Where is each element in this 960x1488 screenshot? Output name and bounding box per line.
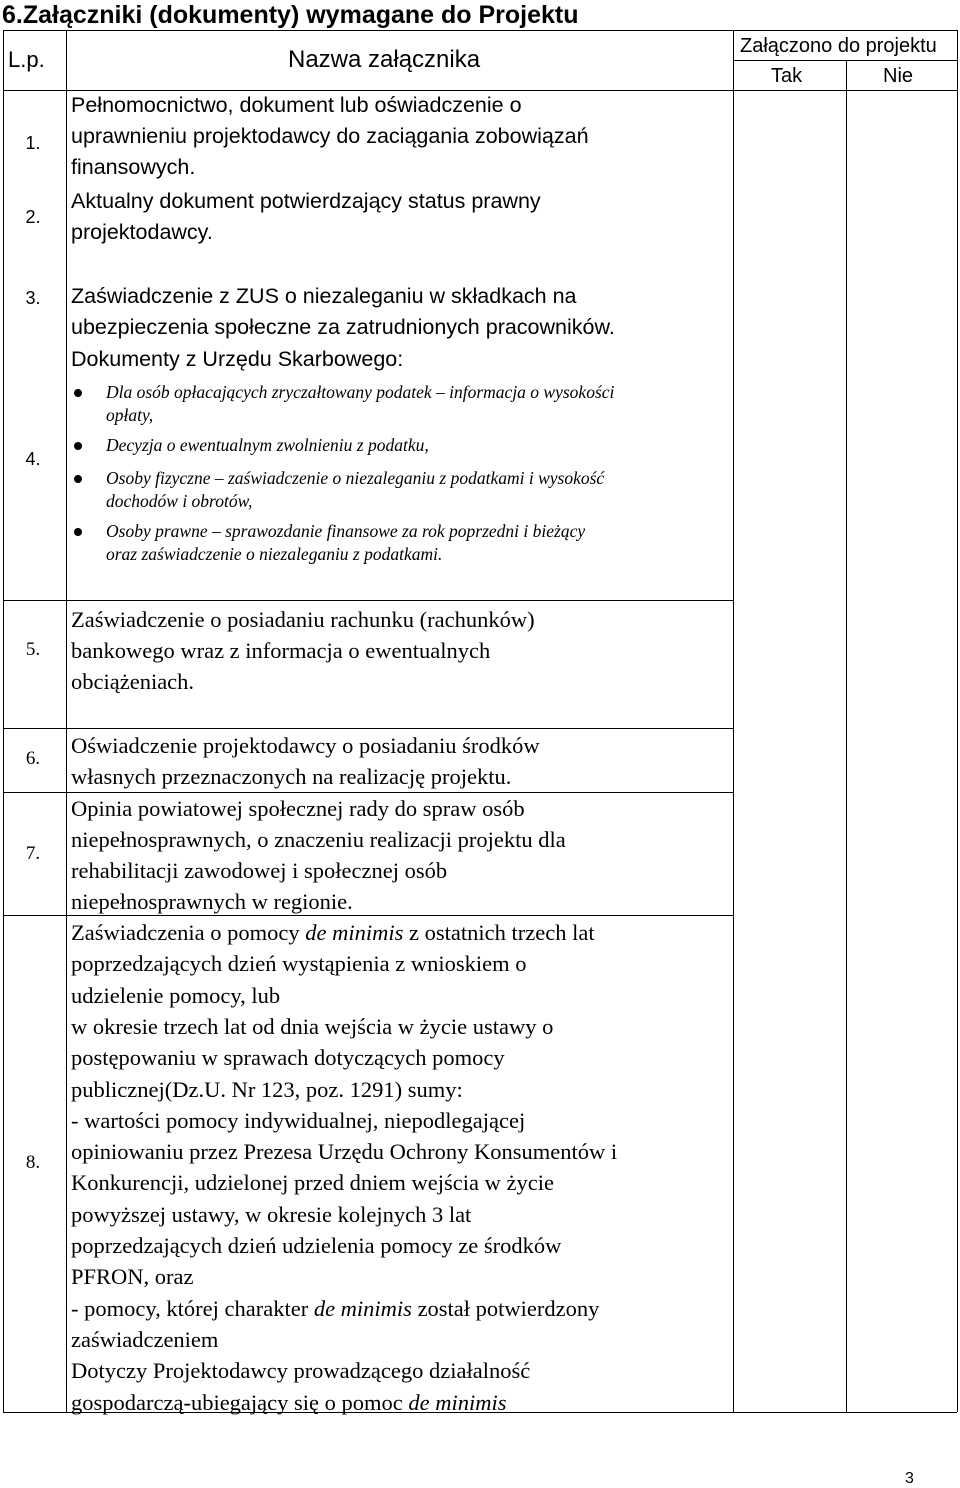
row-number: 2.: [25, 207, 41, 227]
tax-office-heading: Dokumenty z Urzędu Skarbowego:: [71, 347, 404, 371]
attachment-text-line: Zaświadczenia o pomocy de minimis z ostatnich trzech lat: [71, 920, 595, 945]
attachment-text-line: Pełnomocnictwo, dokument lub oświadczenie o: [71, 93, 522, 117]
column-divider-name: [733, 30, 734, 1412]
header-name: Nazwa załącznika: [288, 46, 481, 73]
attachment-text-line: publicznej(Dz.U. Nr 123, poz. 1291) sumy:: [71, 1076, 463, 1102]
header-no: Nie: [883, 65, 914, 87]
attachment-text-line: udzielenie pomocy, lub: [71, 982, 281, 1008]
attachment-text-line: uprawnieniu projektodawcy do zaciągania zobowiązań: [71, 124, 589, 148]
row-number: 4.: [25, 449, 41, 469]
attachment-text-line: niepełnosprawnych, o znaczeniu realizacji projektu dla: [71, 827, 566, 852]
page-number: 3: [905, 1470, 914, 1487]
attachment-text-line: poprzedzających dzień udzielenia pomocy ze środków: [71, 1233, 562, 1258]
bullet-text-line: oraz zaświadczenie o niezaleganiu z podatkami.: [106, 543, 443, 564]
table-border-left: [3, 30, 4, 1412]
bullet-text-line: Decyzja o ewentualnym zwolnieniu z podatku,: [106, 435, 429, 455]
bullet-text-line: Osoby prawne – sprawozdanie finansowe za rok poprzedni i bieżący: [106, 521, 586, 541]
attachment-text-line: niepełnosprawnych w regionie.: [71, 889, 353, 914]
row-number: 8.: [25, 1152, 41, 1173]
attachment-text-line: bankowego wraz z informacja o ewentualnych: [71, 638, 491, 663]
attachment-text-line: powyższej ustawy, w okresie kolejnych 3 lat: [71, 1201, 472, 1227]
row-number: 5.: [25, 639, 41, 660]
bullet-text-line: dochodów i obrotów,: [106, 490, 253, 511]
attachment-text-line: Dotyczy Projektodawcy prowadzącego działalność: [71, 1358, 531, 1384]
attachment-text-line: opiniowaniu przez Prezesa Urzędu Ochrony Konsumentów i: [71, 1139, 618, 1165]
page-title: 6.Załączniki (dokumenty) wymagane do Projektu: [2, 1, 579, 29]
attachment-text-line: Konkurencji, udzielonej przed dniem wejścia w życie: [71, 1170, 554, 1196]
bullet-icon: [74, 442, 82, 450]
italic-term: de minimis: [408, 1389, 507, 1415]
attachment-text-line: Aktualny dokument potwierdzający status prawny: [71, 189, 541, 213]
header-lp: L.p.: [8, 47, 45, 72]
attachment-text-line: - pomocy, której charakter de minimis został potwierdzony: [71, 1295, 600, 1321]
table-border-right: [957, 30, 958, 1412]
attachment-text-line: postępowaniu w sprawach dotyczących pomocy: [71, 1045, 505, 1071]
row-separator: [3, 600, 733, 601]
bullet-icon: [74, 528, 82, 536]
attachment-text-line: obciążeniach.: [71, 669, 195, 694]
header-divider: [733, 60, 957, 61]
row-separator: [3, 728, 733, 729]
attachment-text-line: w okresie trzech lat od dnia wejścia w życie ustawy o: [71, 1013, 554, 1039]
row-number: 7.: [25, 843, 41, 864]
column-divider-lp: [66, 30, 67, 1412]
attachment-text-line: Zaświadczenie o posiadaniu rachunku (rachunków): [71, 607, 535, 632]
attachment-text-line: ubezpieczenia społeczne za zatrudnionych pracowników.: [71, 315, 615, 339]
attachment-text-line: gospodarczą-ubiegający się o pomoc de minimis: [71, 1389, 507, 1415]
row-number: 1.: [25, 133, 41, 153]
attachment-text-line: zaświadczeniem: [71, 1326, 219, 1352]
bullet-text-line: Osoby fizyczne – zaświadczenie o niezaleganiu z podatkami i wysokość: [106, 468, 605, 488]
header-yes: Tak: [771, 65, 803, 87]
bullet-text-line: opłaty,: [106, 404, 154, 425]
row-number: 6.: [25, 748, 41, 769]
attachment-text-line: Zaświadczenie z ZUS o niezaleganiu w składkach na: [71, 284, 577, 308]
attachment-text-line: Opinia powiatowej społecznej rady do spraw osób: [71, 796, 525, 821]
bullet-icon: [74, 475, 82, 483]
attachment-text-line: - wartości pomocy indywidualnej, niepodlegającej: [71, 1107, 526, 1133]
bullet-text-line: Dla osób opłacających zryczałtowany podatek – informacja o wysokości: [106, 382, 615, 402]
attachment-text-line: rehabilitacji zawodowej i społecznej osób: [71, 858, 448, 883]
column-divider-yes: [846, 60, 847, 1412]
attachment-text-line: projektodawcy.: [71, 220, 213, 244]
bullet-icon: [74, 389, 82, 397]
attachment-text-line: PFRON, oraz: [71, 1264, 194, 1290]
attachment-text-line: własnych przeznaczonych na realizację projektu.: [71, 764, 512, 789]
attachment-text-line: poprzedzających dzień wystąpienia z wnioskiem o: [71, 951, 527, 977]
header-attached: Załączono do projektu: [740, 35, 937, 57]
attachment-text-line: finansowych.: [71, 155, 196, 179]
table-border-top: [3, 30, 957, 31]
row-number: 3.: [25, 288, 41, 308]
italic-term: de minimis: [305, 920, 404, 945]
italic-term: de minimis: [313, 1295, 412, 1321]
attachment-text-line: Oświadczenie projektodawcy o posiadaniu środków: [71, 733, 540, 758]
